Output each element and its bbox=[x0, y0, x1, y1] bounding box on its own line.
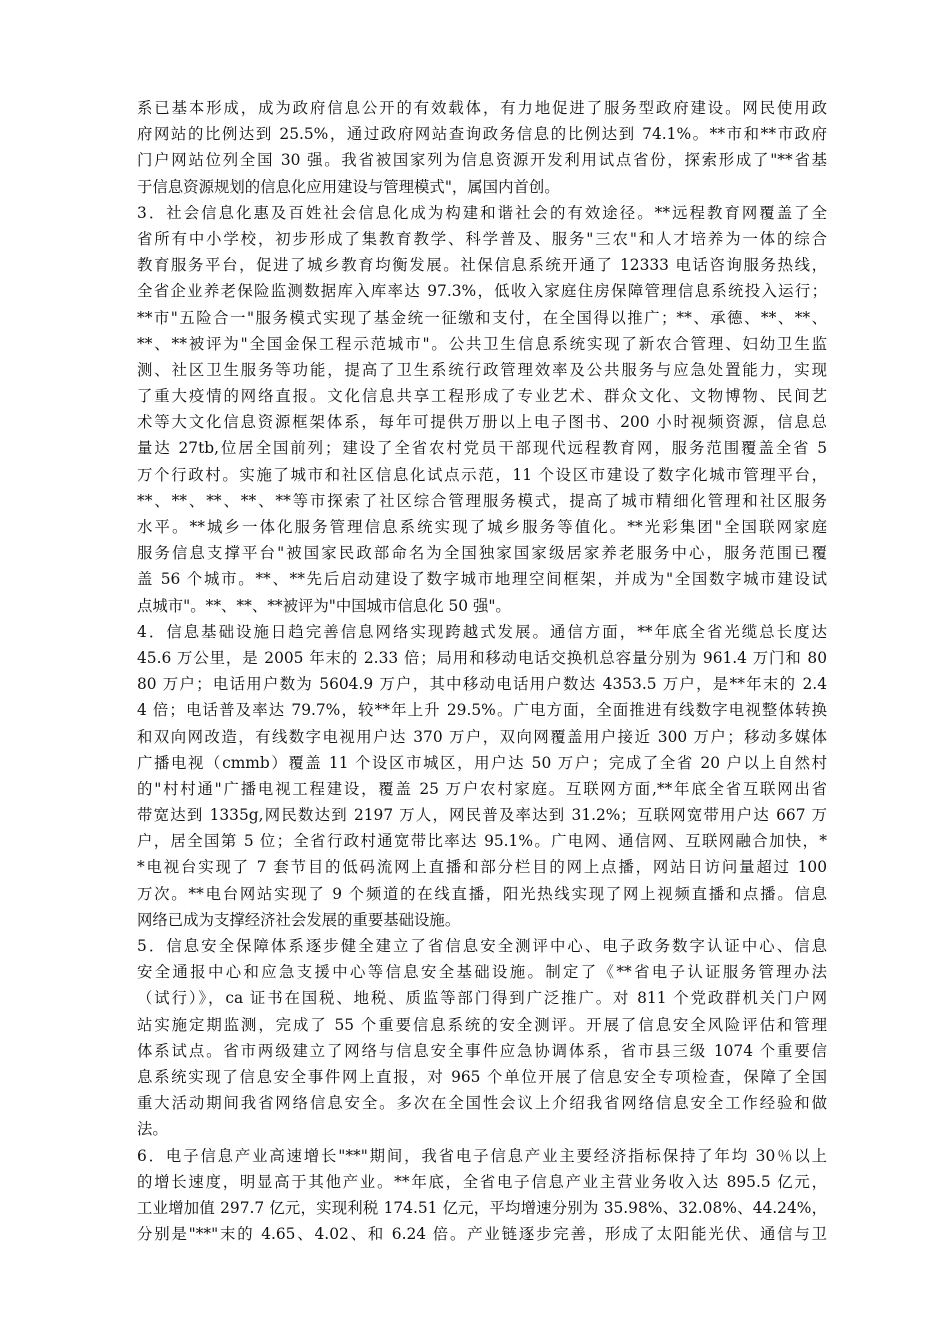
text-line: 系已基本形成，成为政府信息公开的有效载体，有力地促进了服务型政府建设。网民使用政 bbox=[137, 99, 827, 117]
text-line: 安全通报中心和应急支援中心等信息安全基础设施。制定了《**省电子认证服务管理办法 bbox=[137, 963, 827, 982]
text-line: 站实施定期监测，完成了 55 个重要信息系统的安全测评。开展了信息安全风险评估和管理 bbox=[137, 1015, 827, 1034]
text-line: 体系试点。省市两级建立了网络与信息安全事件应急协调体系，省市县三级 1074 个重要信 bbox=[137, 1041, 827, 1060]
text-line: 45.6 万公里，是 2005 年末的 2.33 倍；局用和移动电话交换机总容量分别为 961.4 万门和 80 bbox=[137, 648, 827, 667]
text-line: **、**被评为"全国金保工程示范城市"。公共卫生信息系统实现了新农合管理、妇幼卫生监 bbox=[137, 334, 827, 353]
text-line: 于信息资源规划的信息化应用建设与管理模式"，属国内首创。 bbox=[137, 177, 560, 196]
text-line: 府网站的比例达到 25.5%，通过政府网站查询政务信息的比例达到 74.1%。**市和**市政府 bbox=[137, 125, 827, 144]
document-body bbox=[137, 95, 827, 1247]
text-line: 4 倍；电话普及率达 79.7%，较**年上升 29.5%。广电方面，全面推进有线数字电视整体转换 bbox=[137, 701, 827, 720]
text-line: 全省企业养老保险监测数据库入库率达 97.3%，低收入家庭住房保障管理信息系统投入运行； bbox=[137, 282, 827, 301]
text-line: 水平。**城乡一体化服务管理信息系统实现了城乡服务等值化。**光彩集团"全国联网家庭 bbox=[137, 518, 827, 536]
text-line: 盖 56 个城市。**、**先后启动建设了数字城市地理空间框架，并成为"全国数字城市建设试 bbox=[137, 570, 827, 589]
text-line: 3．社会信息化惠及百姓社会信息化成为构建和谐社会的有效途径。**远程教育网覆盖了全 bbox=[137, 203, 827, 222]
text-line: 了重大疫情的网络直报。文化信息共享工程形成了专业艺术、群众文化、文物博物、民间艺 bbox=[137, 387, 827, 406]
text-line: **市"五险合一"服务模式实现了基金统一征缴和支付，在全国得以推广；**、承德、**、**、 bbox=[137, 308, 827, 327]
text-line: 带宽达到 1335g,网民数达到 2197 万人，网民普及率达到 31.2%；互联网宽带用户达 667 万 bbox=[137, 806, 827, 825]
text-line: 术等大文化信息资源框架体系，每年可提供万册以上电子图书、200 小时视频资源，信息总 bbox=[137, 413, 827, 432]
text-line: 和双向网改造，有线数字电视用户达 370 万户，双向网覆盖用户接近 300 万户；移动多媒体 bbox=[137, 727, 827, 746]
text-line: 服务信息支撑平台"被国家民政部命名为全国独家国家级居家养老服务中心，服务范围已覆 bbox=[137, 544, 827, 563]
text-line: 万个行政村。实施了城市和社区信息化试点示范，11 个设区市建设了数字化城市管理平台， bbox=[137, 465, 827, 484]
text-line: 测、社区卫生服务等功能，提高了卫生系统行政管理效率及公共服务与应急处置能力，实现 bbox=[137, 360, 827, 379]
text-line: 广播电视（cmmb）覆盖 11 个设区市城区，用户达 50 万户；完成了全省 20 户以上自然村 bbox=[137, 753, 827, 772]
text-line: 息系统实现了信息安全事件网上直报，对 965 个单位开展了信息安全专项检查，保障了全国 bbox=[137, 1067, 827, 1086]
text-line: 工业增加值 297.7 亿元，实现利税 174.51 亿元，平均增速分别为 35.98%、32.08%、44.24%， bbox=[137, 1198, 827, 1217]
text-line: 4．信息基础设施日趋完善信息网络实现跨越式发展。通信方面，**年底全省光缆总长度达 bbox=[137, 622, 827, 641]
text-line: 点城市"。**、**、**被评为"中国城市信息化 50 强"。 bbox=[137, 596, 511, 615]
text-line: 6．电子信息产业高速增长"**"期间，我省电子信息产业主要经济指标保持了年均 30％以上 bbox=[137, 1146, 827, 1165]
text-line: 省所有中小学校，初步形成了集教育教学、科学普及、服务"三农"和人才培养为一体的综合 bbox=[137, 229, 827, 248]
text-line: （试行）》，ca 证书在国税、地税、质监等部门得到广泛推广。对 811 个党政群机关门户网 bbox=[137, 989, 827, 1008]
text-line: 80 万户；电话用户数为 5604.9 万户，其中移动电话用户数达 4353.5 万户，是**年末的 2.4 bbox=[137, 675, 827, 694]
text-line: 重大活动期间我省网络信息安全。多次在全国性会议上介绍我省网络信息安全工作经验和做 bbox=[137, 1094, 827, 1113]
text-line: 门户网站位列全国 30 强。我省被国家列为信息资源开发利用试点省份，探索形成了"**省基 bbox=[137, 151, 827, 170]
text-line: 量达 27tb,位居全国前列；建设了全省农村党员干部现代远程教育网，服务范围覆盖全省 5 bbox=[137, 439, 827, 458]
text-line: *电视台实现了 7 套节目的低码流网上直播和部分栏目的网上点播，网站日访问量超过 100 bbox=[137, 858, 827, 877]
text-line: 法。 bbox=[137, 1120, 168, 1139]
text-line: 户，居全国第 5 位；全省行政村通宽带比率达 95.1%。广电网、通信网、互联网融合加快，* bbox=[137, 832, 827, 851]
text-line: 网络已成为支撑经济社会发展的重要基础设施。 bbox=[137, 910, 461, 929]
text-line: 教育服务平台，促进了城乡教育均衡发展。社保信息系统开通了 12333 电话咨询服务热线， bbox=[137, 256, 827, 275]
text-line: **、**、**、**、**等市探索了社区综合管理服务模式，提高了城市精细化管理和社区服务 bbox=[137, 491, 827, 510]
text-line: 分别是"**"末的 4.65、4.02、和 6.24 倍。产业链逐步完善，形成了太阳能光伏、通信与卫 bbox=[137, 1225, 827, 1244]
text-line: 5．信息安全保障体系逐步健全建立了省信息安全测评中心、电子政务数字认证中心、信息 bbox=[137, 937, 827, 955]
text-line: 的"村村通"广播电视工程建设，覆盖 25 万户农村家庭。互联网方面,**年底全省互联网出省 bbox=[137, 779, 827, 798]
text-line: 万次。**电台网站实现了 9 个频道的在线直播，阳光热线实现了网上视频直播和点播。信息 bbox=[137, 884, 827, 903]
text-line: 的增长速度，明显高于其他产业。**年底，全省电子信息产业主营业务收入达 895.5 亿元， bbox=[137, 1172, 827, 1191]
